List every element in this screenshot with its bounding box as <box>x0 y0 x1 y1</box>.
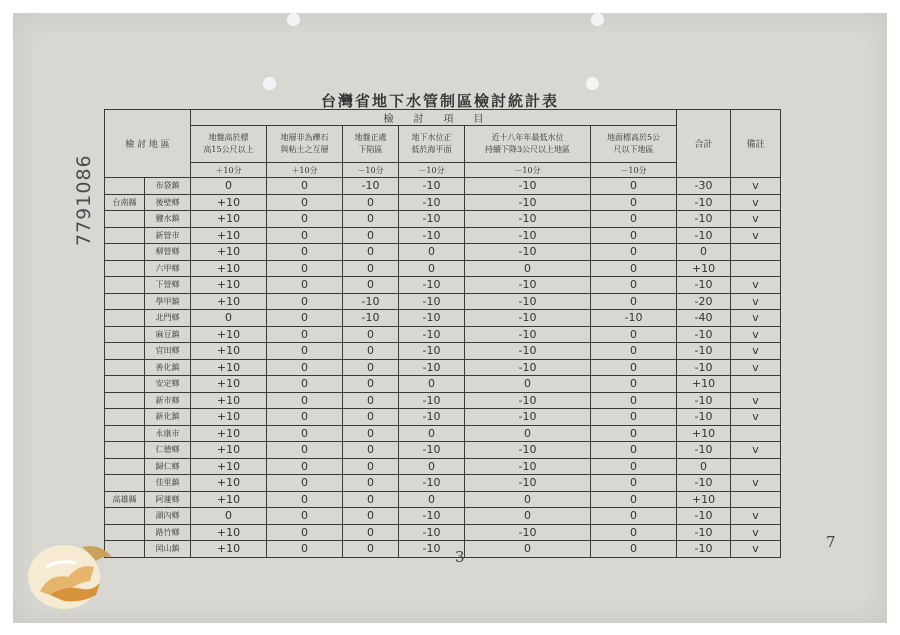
score-cell: 0 <box>591 178 677 195</box>
score-cell: +10 <box>191 326 267 343</box>
score-cell: 0 <box>267 508 343 525</box>
town-cell: 佳里鎮 <box>145 475 191 492</box>
score-cell: 0 <box>267 491 343 508</box>
total-cell: +10 <box>677 491 731 508</box>
remark-cell: v <box>731 194 781 211</box>
score-cell: -10 <box>343 178 399 195</box>
score-cell: 0 <box>267 524 343 541</box>
statistics-table <box>104 109 781 558</box>
column-header: 近十八年年最低水位 持續下降3公尺以上地區 <box>465 126 591 163</box>
remark-cell: v <box>731 343 781 360</box>
prefecture-cell <box>105 178 145 195</box>
total-cell: -10 <box>677 524 731 541</box>
score-cell: +10 <box>191 293 267 310</box>
score-cell: 0 <box>591 508 677 525</box>
prefecture-cell <box>105 326 145 343</box>
score-cell: 0 <box>267 244 343 261</box>
score-cell: -10 <box>343 310 399 327</box>
column-score: －10分 <box>591 163 677 178</box>
score-cell: 0 <box>591 541 677 558</box>
score-cell: 0 <box>267 293 343 310</box>
score-cell: 0 <box>591 491 677 508</box>
score-cell: 0 <box>591 409 677 426</box>
score-cell: 0 <box>465 376 591 393</box>
remark-cell: v <box>731 211 781 228</box>
column-header: 地盤高於標 高15公尺以上 <box>191 126 267 163</box>
table-row <box>105 194 781 211</box>
score-cell: -10 <box>399 343 465 360</box>
score-cell: 0 <box>343 359 399 376</box>
table-row <box>105 524 781 541</box>
prefecture-cell <box>105 409 145 426</box>
table-row <box>105 211 781 228</box>
column-score: －10分 <box>399 163 465 178</box>
score-cell: -10 <box>465 178 591 195</box>
town-cell: 岡山鎮 <box>145 541 191 558</box>
score-cell: -10 <box>465 343 591 360</box>
score-cell: 0 <box>591 260 677 277</box>
score-cell: -10 <box>465 475 591 492</box>
remark-cell: v <box>731 475 781 492</box>
score-cell: 0 <box>343 376 399 393</box>
total-cell: -10 <box>677 326 731 343</box>
remarks-header: 備註 <box>731 110 781 178</box>
remark-cell: v <box>731 310 781 327</box>
table-row <box>105 475 781 492</box>
score-cell: 0 <box>591 359 677 376</box>
remark-cell: v <box>731 277 781 294</box>
remark-cell: v <box>731 508 781 525</box>
score-cell: +10 <box>191 277 267 294</box>
document-title: 台灣省地下水管制區檢討統計表 <box>320 92 559 110</box>
prefecture-cell: 台南縣 <box>105 194 145 211</box>
column-header: 地下水位正 低於海平面 <box>399 126 465 163</box>
town-cell: 路竹鄉 <box>145 524 191 541</box>
town-cell: 新營市 <box>145 227 191 244</box>
total-cell: -10 <box>677 194 731 211</box>
score-cell: 0 <box>465 425 591 442</box>
score-cell: 0 <box>343 491 399 508</box>
prefecture-cell <box>105 458 145 475</box>
score-cell: 0 <box>399 260 465 277</box>
table-row <box>105 491 781 508</box>
prefecture-cell <box>105 359 145 376</box>
town-cell: 六甲鄉 <box>145 260 191 277</box>
prefecture-cell <box>105 475 145 492</box>
score-cell: +10 <box>191 244 267 261</box>
town-cell: 仁德鄉 <box>145 442 191 459</box>
table-row <box>105 227 781 244</box>
score-cell: 0 <box>399 425 465 442</box>
score-cell: -10 <box>465 458 591 475</box>
score-cell: 0 <box>191 310 267 327</box>
remark-cell: v <box>731 442 781 459</box>
prefecture-cell <box>105 293 145 310</box>
score-cell: -10 <box>399 442 465 459</box>
score-cell: 0 <box>591 194 677 211</box>
town-cell: 新化鎮 <box>145 409 191 426</box>
score-cell: +10 <box>191 541 267 558</box>
score-cell: -10 <box>465 326 591 343</box>
score-cell: 0 <box>343 326 399 343</box>
score-cell: +10 <box>191 475 267 492</box>
score-cell: -10 <box>465 409 591 426</box>
score-cell: +10 <box>191 227 267 244</box>
score-cell: 0 <box>399 244 465 261</box>
score-cell: -10 <box>399 475 465 492</box>
table-row <box>105 343 781 360</box>
score-cell: 0 <box>267 359 343 376</box>
town-cell: 麻豆鎮 <box>145 326 191 343</box>
town-cell: 歸仁鄉 <box>145 458 191 475</box>
punch-hole <box>586 77 599 90</box>
prefecture-cell <box>105 310 145 327</box>
town-cell: 後壁鄉 <box>145 194 191 211</box>
page-number: 3 <box>455 548 465 566</box>
town-cell: 阿蓮鄉 <box>145 491 191 508</box>
score-cell: 0 <box>591 227 677 244</box>
total-cell: -40 <box>677 310 731 327</box>
score-cell: 0 <box>191 178 267 195</box>
total-cell: -10 <box>677 211 731 228</box>
remark-cell: v <box>731 541 781 558</box>
score-cell: 0 <box>267 260 343 277</box>
score-cell: -10 <box>465 194 591 211</box>
score-cell: -10 <box>465 277 591 294</box>
score-cell: -10 <box>399 359 465 376</box>
serial-number: 7791086 <box>73 154 95 246</box>
table-row <box>105 293 781 310</box>
column-score: ＋10分 <box>191 163 267 178</box>
score-cell: -10 <box>399 293 465 310</box>
score-cell: 0 <box>343 475 399 492</box>
score-cell: 0 <box>343 194 399 211</box>
score-cell: 0 <box>267 211 343 228</box>
table-row <box>105 458 781 475</box>
score-cell: +10 <box>191 458 267 475</box>
prefecture-cell <box>105 343 145 360</box>
table-row <box>105 359 781 376</box>
table-row <box>105 326 781 343</box>
total-cell: -10 <box>677 442 731 459</box>
score-cell: -10 <box>399 409 465 426</box>
score-cell: -10 <box>399 227 465 244</box>
table-body <box>105 178 781 558</box>
score-cell: -10 <box>399 508 465 525</box>
score-cell: +10 <box>191 491 267 508</box>
score-cell: 0 <box>591 458 677 475</box>
column-header: 地面標高於5公 尺以下地區 <box>591 126 677 163</box>
score-cell: +10 <box>191 442 267 459</box>
total-cell: -10 <box>677 541 731 558</box>
score-cell: -10 <box>399 392 465 409</box>
table-row <box>105 409 781 426</box>
score-cell: 0 <box>591 475 677 492</box>
prefecture-cell <box>105 392 145 409</box>
table-row <box>105 277 781 294</box>
score-cell: 0 <box>343 458 399 475</box>
score-cell: 0 <box>591 277 677 294</box>
score-cell: 0 <box>267 194 343 211</box>
table-row <box>105 541 781 558</box>
score-cell: -10 <box>465 310 591 327</box>
remark-cell: v <box>731 524 781 541</box>
table-row <box>105 310 781 327</box>
score-cell: 0 <box>399 491 465 508</box>
remark-cell <box>731 260 781 277</box>
remark-cell <box>731 244 781 261</box>
score-cell: -10 <box>591 310 677 327</box>
score-cell: -10 <box>465 244 591 261</box>
column-header: 地盤正處 下陷區 <box>343 126 399 163</box>
score-cell: -10 <box>465 359 591 376</box>
score-cell: 0 <box>267 277 343 294</box>
score-cell: 0 <box>591 293 677 310</box>
prefecture-cell <box>105 442 145 459</box>
score-cell: 0 <box>465 541 591 558</box>
remark-cell <box>731 491 781 508</box>
score-cell: 0 <box>267 458 343 475</box>
table-row <box>105 508 781 525</box>
score-cell: 0 <box>343 524 399 541</box>
score-cell: +10 <box>191 425 267 442</box>
score-cell: 0 <box>191 508 267 525</box>
score-cell: -10 <box>465 293 591 310</box>
remark-cell: v <box>731 359 781 376</box>
remark-cell <box>731 376 781 393</box>
table-row <box>105 244 781 261</box>
total-cell: 0 <box>677 458 731 475</box>
score-cell: -10 <box>399 178 465 195</box>
town-cell: 柳營鄉 <box>145 244 191 261</box>
table-row <box>105 425 781 442</box>
total-cell: -10 <box>677 359 731 376</box>
score-cell: 0 <box>343 211 399 228</box>
town-cell: 下營鄉 <box>145 277 191 294</box>
remark-cell: v <box>731 293 781 310</box>
score-cell: 0 <box>267 343 343 360</box>
column-score: －10分 <box>465 163 591 178</box>
score-cell: 0 <box>591 244 677 261</box>
side-number: 7 <box>826 533 836 551</box>
score-cell: 0 <box>267 310 343 327</box>
score-cell: 0 <box>343 425 399 442</box>
score-cell: +10 <box>191 260 267 277</box>
score-cell: 0 <box>343 244 399 261</box>
total-cell: -10 <box>677 392 731 409</box>
score-cell: 0 <box>465 260 591 277</box>
town-cell: 湖內鄉 <box>145 508 191 525</box>
score-cell: +10 <box>191 211 267 228</box>
town-cell: 官田鄉 <box>145 343 191 360</box>
total-cell: -10 <box>677 227 731 244</box>
score-cell: -10 <box>399 541 465 558</box>
town-cell: 永康市 <box>145 425 191 442</box>
score-cell: +10 <box>191 524 267 541</box>
score-cell: -10 <box>399 194 465 211</box>
score-cell: 0 <box>267 442 343 459</box>
remark-cell: v <box>731 178 781 195</box>
score-cell: -10 <box>399 326 465 343</box>
score-cell: 0 <box>591 425 677 442</box>
total-cell: +10 <box>677 260 731 277</box>
town-cell: 善化鎮 <box>145 359 191 376</box>
town-cell: 安定鄉 <box>145 376 191 393</box>
score-cell: 0 <box>343 409 399 426</box>
score-cell: +10 <box>191 392 267 409</box>
table-row <box>105 260 781 277</box>
column-score: ＋10分 <box>267 163 343 178</box>
prefecture-cell <box>105 376 145 393</box>
score-cell: 0 <box>591 524 677 541</box>
table-row <box>105 178 781 195</box>
score-cell: -10 <box>399 277 465 294</box>
items-header: 檢 討 項 目 <box>191 110 677 126</box>
score-cell: 0 <box>267 425 343 442</box>
score-cell: 0 <box>343 541 399 558</box>
total-cell: -30 <box>677 178 731 195</box>
prefecture-cell <box>105 425 145 442</box>
prefecture-cell <box>105 508 145 525</box>
score-cell: 0 <box>399 376 465 393</box>
score-cell: +10 <box>191 376 267 393</box>
score-cell: 0 <box>267 541 343 558</box>
score-cell: -10 <box>465 524 591 541</box>
remark-cell: v <box>731 227 781 244</box>
total-cell: -10 <box>677 277 731 294</box>
remark-cell <box>731 458 781 475</box>
remark-cell <box>731 425 781 442</box>
town-cell: 北門鄉 <box>145 310 191 327</box>
prefecture-cell <box>105 227 145 244</box>
town-cell: 布袋鎮 <box>145 178 191 195</box>
score-cell: 0 <box>267 409 343 426</box>
score-cell: +10 <box>191 359 267 376</box>
score-cell: +10 <box>191 343 267 360</box>
punch-hole <box>287 13 300 26</box>
archive-logo-icon <box>20 533 120 615</box>
score-cell: 0 <box>591 326 677 343</box>
punch-hole <box>263 77 276 90</box>
score-cell: 0 <box>591 343 677 360</box>
score-cell: -10 <box>465 392 591 409</box>
score-cell: 0 <box>267 227 343 244</box>
column-header: 地層非為礫石 與粘土之互層 <box>267 126 343 163</box>
score-cell: 0 <box>591 211 677 228</box>
score-cell: +10 <box>191 409 267 426</box>
score-cell: 0 <box>267 475 343 492</box>
score-cell: -10 <box>399 310 465 327</box>
prefecture-cell <box>105 260 145 277</box>
prefecture-cell <box>105 211 145 228</box>
score-cell: -10 <box>343 293 399 310</box>
table-row <box>105 392 781 409</box>
score-cell: 0 <box>343 442 399 459</box>
total-cell: +10 <box>677 376 731 393</box>
score-cell: -10 <box>465 442 591 459</box>
total-cell: -10 <box>677 475 731 492</box>
score-cell: 0 <box>591 392 677 409</box>
score-cell: 0 <box>343 508 399 525</box>
score-cell: 0 <box>267 326 343 343</box>
column-score: －10分 <box>343 163 399 178</box>
score-cell: 0 <box>343 343 399 360</box>
score-cell: 0 <box>267 376 343 393</box>
total-cell: -10 <box>677 508 731 525</box>
score-cell: 0 <box>465 508 591 525</box>
remark-cell: v <box>731 392 781 409</box>
score-cell: -10 <box>399 524 465 541</box>
total-cell: 0 <box>677 244 731 261</box>
score-cell: 0 <box>465 491 591 508</box>
total-cell: -10 <box>677 409 731 426</box>
total-cell: -20 <box>677 293 731 310</box>
score-cell: 0 <box>343 227 399 244</box>
score-cell: 0 <box>591 442 677 459</box>
town-cell: 學甲鎮 <box>145 293 191 310</box>
score-cell: -10 <box>465 211 591 228</box>
table-row <box>105 376 781 393</box>
score-cell: 0 <box>399 458 465 475</box>
score-cell: +10 <box>191 194 267 211</box>
area-header: 檢 討 地 區 <box>105 110 191 178</box>
score-cell: 0 <box>343 260 399 277</box>
remark-cell: v <box>731 326 781 343</box>
score-cell: 0 <box>343 277 399 294</box>
prefecture-cell: 高雄縣 <box>105 491 145 508</box>
score-cell: 0 <box>267 392 343 409</box>
score-cell: -10 <box>465 227 591 244</box>
total-cell: +10 <box>677 425 731 442</box>
prefecture-cell <box>105 277 145 294</box>
score-cell: 0 <box>591 376 677 393</box>
town-cell: 新市鄉 <box>145 392 191 409</box>
score-cell: 0 <box>267 178 343 195</box>
score-cell: -10 <box>399 211 465 228</box>
total-header: 合計 <box>677 110 731 178</box>
town-cell: 鹽水鎮 <box>145 211 191 228</box>
total-cell: -10 <box>677 343 731 360</box>
remark-cell: v <box>731 409 781 426</box>
punch-hole <box>591 13 604 26</box>
score-cell: 0 <box>343 392 399 409</box>
table-row <box>105 442 781 459</box>
prefecture-cell <box>105 244 145 261</box>
